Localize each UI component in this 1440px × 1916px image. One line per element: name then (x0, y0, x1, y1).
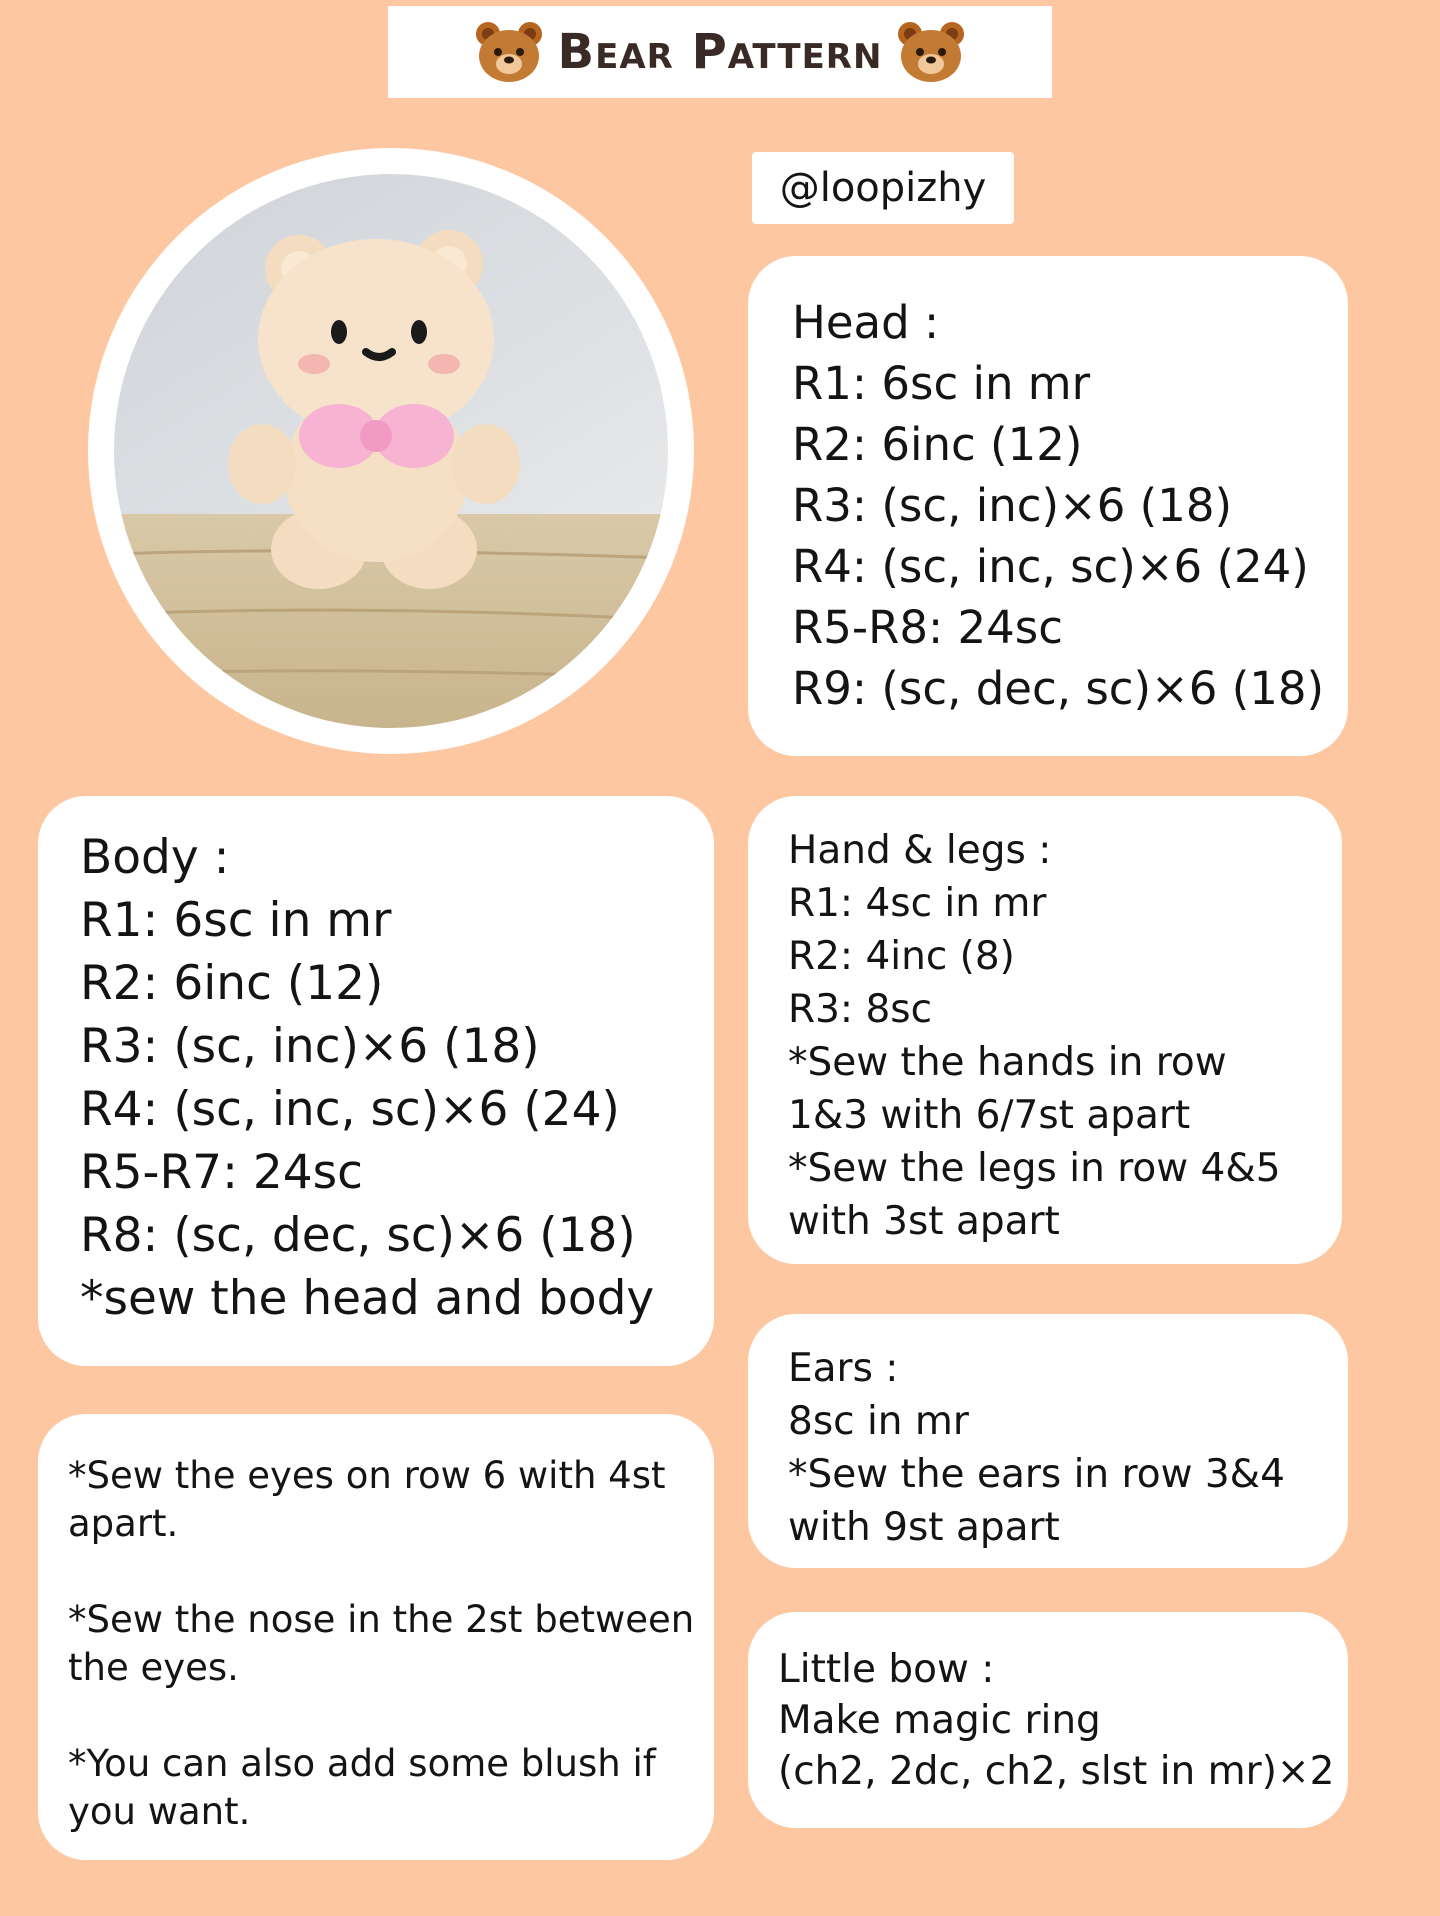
note-line: you want. (68, 1790, 251, 1833)
hand-legs-note: *Sew the legs in row 4&5 (788, 1146, 1281, 1191)
bear-face-icon (896, 20, 966, 84)
note-line: *You can also add some blush if (68, 1742, 656, 1785)
hand-legs-row: R1: 4sc in mr (788, 881, 1047, 926)
bow-row: Make magic ring (778, 1698, 1101, 1743)
body-row: R4: (sc, inc, sc)×6 (24) (80, 1082, 620, 1137)
head-row: R4: (sc, inc, sc)×6 (24) (792, 540, 1309, 593)
hand-legs-heading: Hand & legs : (788, 828, 1052, 873)
title-banner (388, 6, 1052, 98)
hand-legs-note: with 3st apart (788, 1199, 1060, 1244)
head-instructions-card (748, 256, 1348, 756)
head-row: R1: 6sc in mr (792, 357, 1091, 410)
note-line: the eyes. (68, 1646, 239, 1689)
body-row: R5-R7: 24sc (80, 1145, 363, 1200)
ears-note: with 9st apart (788, 1505, 1060, 1550)
body-row: R3: (sc, inc)×6 (18) (80, 1019, 540, 1074)
bow-instructions-card (748, 1612, 1348, 1828)
body-row: R8: (sc, dec, sc)×6 (18) (80, 1208, 636, 1263)
body-heading: Body : (80, 830, 230, 885)
assembly-notes-card (38, 1414, 714, 1860)
head-row: R3: (sc, inc)×6 (18) (792, 479, 1233, 532)
body-row: R1: 6sc in mr (80, 893, 392, 948)
crochet-bear-photo (114, 174, 668, 728)
spacer (68, 1548, 714, 1596)
hand-legs-note: *Sew the hands in row (788, 1040, 1227, 1085)
ears-instructions-card (748, 1314, 1348, 1568)
bow-heading: Little bow : (778, 1647, 995, 1692)
head-row: R2: 6inc (12) (792, 418, 1083, 471)
body-note: *sew the head and body (80, 1271, 655, 1326)
ears-row: 8sc in mr (788, 1399, 969, 1444)
author-handle: @loopizhy (752, 152, 1014, 224)
hand-legs-note: 1&3 with 6/7st apart (788, 1093, 1191, 1138)
body-row: R2: 6inc (12) (80, 956, 384, 1011)
spacer (68, 1692, 714, 1740)
page-title: Bear Pattern (557, 24, 883, 80)
note-line: apart. (68, 1502, 179, 1545)
head-row: R9: (sc, dec, sc)×6 (18) (792, 662, 1325, 715)
ears-heading: Ears : (788, 1346, 899, 1391)
head-row: R5-R8: 24sc (792, 601, 1063, 654)
head-heading: Head : (792, 296, 940, 349)
bow-row: (ch2, 2dc, ch2, slst in mr)×2 (778, 1749, 1335, 1794)
note-line: *Sew the eyes on row 6 with 4st (68, 1454, 666, 1497)
crochet-bear-photo-icon (114, 174, 668, 728)
ears-note: *Sew the ears in row 3&4 (788, 1452, 1285, 1497)
bear-face-icon (474, 20, 544, 84)
hand-legs-row: R3: 8sc (788, 987, 933, 1032)
body-instructions-card (38, 796, 714, 1366)
hand-legs-row: R2: 4inc (8) (788, 934, 1015, 979)
note-line: *Sew the nose in the 2st between (68, 1598, 695, 1641)
hand-legs-instructions-card (748, 796, 1342, 1264)
